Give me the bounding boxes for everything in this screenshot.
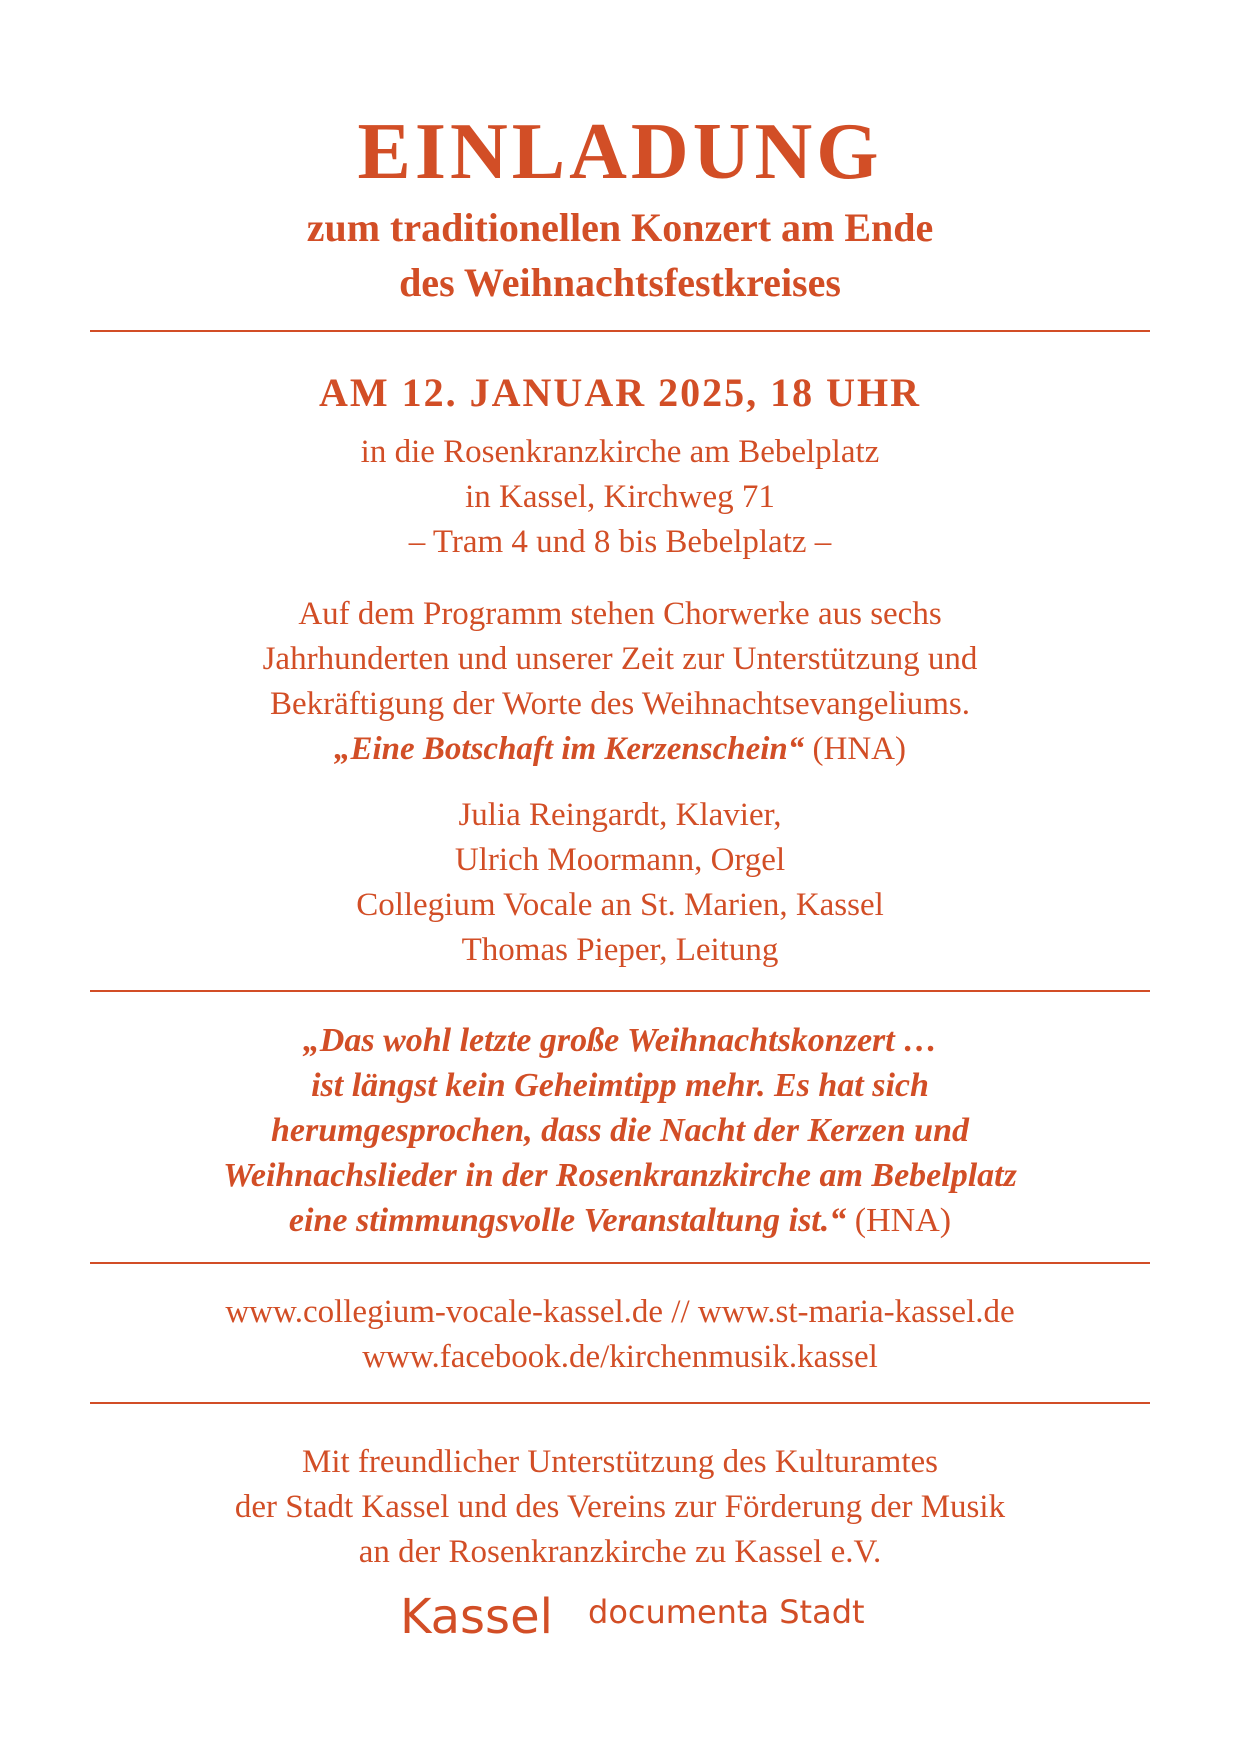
website-link[interactable]: www.collegium-vocale-kassel.de // www.st-maria-kassel.de — [225, 1294, 1015, 1330]
sponsor-line: Mit freundlicher Unterstützung des Kulturamtes — [301, 1444, 938, 1480]
sponsor-line: der Stadt Kassel und des Vereins zur Förderung der Musik — [234, 1489, 1006, 1525]
performer: Collegium Vocale an St. Marien, Kassel — [356, 887, 884, 923]
performers-list — [0, 793, 1240, 973]
press-quote-line: „Das wohl letzte große Weihnachtskonzert … — [302, 1022, 938, 1059]
program-line: Auf dem Programm stehen Chorwerke aus sechs — [298, 596, 942, 632]
divider — [90, 1262, 1150, 1264]
press-quote-line: herumgesprochen, dass die Nacht der Kerzen und — [270, 1112, 969, 1149]
divider — [90, 330, 1150, 332]
subtitle — [0, 200, 1240, 310]
logo-tagline: documenta Stadt — [588, 1593, 865, 1631]
performer: Ulrich Moormann, Orgel — [454, 842, 786, 878]
kassel-logo — [0, 1588, 1240, 1648]
page-title: EINLADUNG — [357, 108, 883, 196]
program-description — [0, 592, 1240, 772]
location-line: in Kassel, Kirchweg 71 — [465, 479, 775, 515]
event-date: AM 12. JANUAR 2025, 18 UHR — [319, 370, 921, 415]
program-line: Bekräftigung der Worte des Weihnachtsevangeliums. — [269, 686, 971, 722]
website-link[interactable]: www.facebook.de/kirchenmusik.kassel — [362, 1339, 878, 1375]
divider — [90, 1402, 1150, 1404]
press-quote — [0, 1018, 1240, 1243]
subtitle-line: zum traditionellen Konzert am Ende — [306, 205, 934, 250]
website-links — [0, 1290, 1240, 1380]
program-line: Jahrhunderten und unserer Zeit zur Unterstützung und — [262, 641, 978, 677]
press-quote-source: (HNA) — [854, 1202, 952, 1239]
sponsor-line: an der Rosenkranzkirche zu Kassel e.V. — [358, 1534, 882, 1570]
press-quote-line: ist längst kein Geheimtipp mehr. Es hat sich — [311, 1067, 929, 1104]
divider — [90, 990, 1150, 992]
performer: Julia Reingardt, Klavier, — [458, 797, 782, 833]
program-quote-source: (HNA) — [812, 731, 907, 767]
event-location — [0, 430, 1240, 565]
press-quote-line: eine stimmungsvolle Veranstaltung ist.“ — [288, 1202, 847, 1239]
press-quote-line: Weihnachslieder in der Rosenkranzkirche am Bebelplatz — [223, 1157, 1017, 1194]
logo-city: Kassel — [400, 1589, 553, 1645]
sponsor-note — [0, 1440, 1240, 1575]
performer: Thomas Pieper, Leitung — [461, 932, 779, 968]
program-quote-line — [0, 727, 1240, 772]
program-quote: „Eine Botschaft im Kerzenschein“ — [333, 731, 805, 767]
location-line: in die Rosenkranzkirche am Bebelplatz — [360, 434, 880, 470]
location-line: – Tram 4 und 8 bis Bebelplatz – — [408, 524, 832, 560]
press-quote-last-line — [0, 1198, 1240, 1243]
subtitle-line: des Weihnachtsfestkreises — [399, 260, 841, 305]
